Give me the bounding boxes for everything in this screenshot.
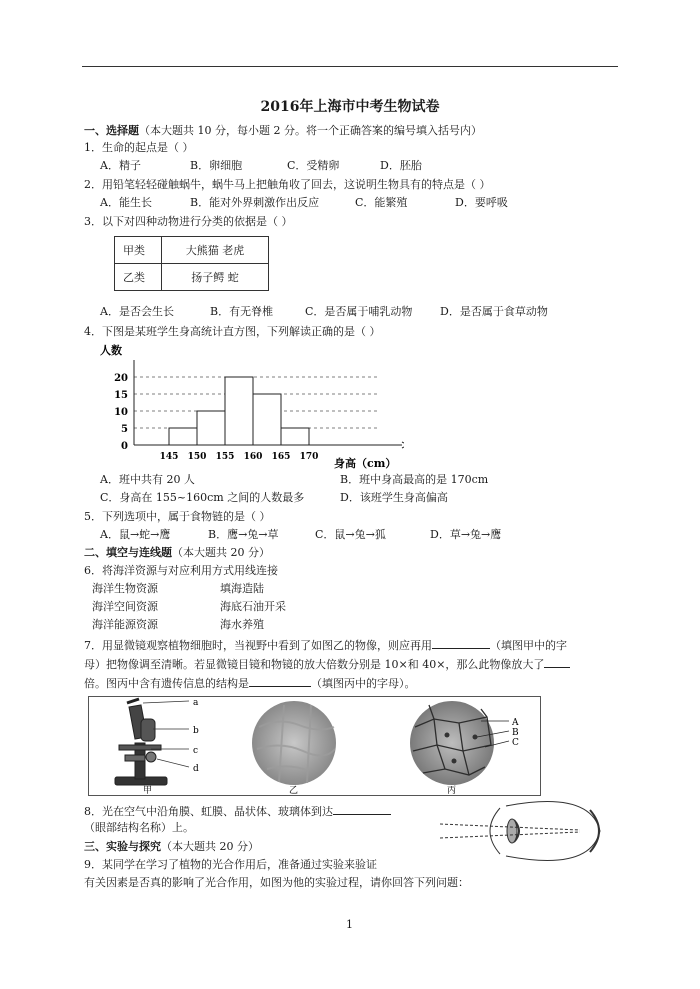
q6-left-item: 海洋生物资源 [92,582,158,595]
y-tick-label: 20 [114,373,128,384]
section-2-note: （本大题共 20 分） [172,546,270,559]
q9-line-1: 9．某同学在学习了植物的光合作用后，准备通过实验来验证 [84,858,377,871]
blurry-cell-view [252,701,336,785]
q2-stem: 2．用铅笔轻轻碰触蜗牛，蜗牛马上把触角收了回去，这说明生物具有的特点是（ ） [84,178,491,191]
q6-right-item: 海底石油开采 [220,600,286,613]
q7-text: 7．用显微镜观察植物细胞时，当视野中看到了如图乙的物像，则应再用 [84,639,432,652]
x-axis-arrow [402,442,404,448]
q7-line-1 [84,637,567,653]
answer-blank[interactable] [432,637,490,649]
q2-option-d: D．要呼吸 [455,196,508,209]
x-tick-label: 155 [215,452,235,462]
section-2-label: 二、填空与连线题 [84,546,172,559]
q7-text: （填图丙中的字母）。 [311,677,416,690]
scope-label-a: a [193,698,199,708]
x-tick-label: 165 [271,452,291,462]
q3-option-d: D．是否属于食草动物 [440,305,548,318]
clear-cell-view [410,701,494,785]
q6-right-item: 填海造陆 [220,582,264,595]
table-cell: 乙类 [115,264,162,291]
table-row [115,264,269,291]
q7-line-2 [84,656,570,672]
q1-stem: 1．生命的起点是（ ） [84,141,194,154]
q8-text: 8．光在空气中沿角膜、虹膜、晶状体、玻璃体到达 [84,805,333,818]
microscope-icon [115,699,167,785]
q3-stem: 3．以下对四种动物进行分类的依据是（ ） [84,215,293,228]
cell-label-b: B [512,728,519,738]
scope-label-b: b [193,726,199,736]
page-title: 2016年上海市中考生物试卷 [260,99,440,115]
q1-option-d: D．胚胎 [380,159,422,172]
y-tick-label: 10 [114,407,128,418]
q2-option-c: C．能繁殖 [355,196,408,209]
eye-diagram [440,800,610,862]
cell-label-c: C [512,738,519,748]
section-3-note: （本大题共 20 分） [161,840,259,853]
answer-blank[interactable] [544,656,570,668]
table-cell: 扬子鳄 蛇 [162,264,269,291]
q2-option-a: A．能生长 [100,196,152,209]
q7-text: 倍。图丙中含有遗传信息的结构是 [84,677,249,690]
q5-option-d: D．草→兔→鹰 [430,528,502,541]
section-3-label: 三、实验与探究 [84,840,161,853]
q7-line-3 [84,675,416,691]
histogram-bar [197,411,225,445]
q1-option-c: C．受精卵 [287,159,340,172]
q6-left-item: 海洋空间资源 [92,600,158,613]
answer-blank[interactable] [249,675,311,687]
section-2-header [84,546,270,560]
answer-blank[interactable] [333,803,391,815]
q5-stem: 5．下列选项中，属于食物链的是（ ） [84,510,271,523]
q6-left-item: 海洋能源资源 [92,618,158,631]
page-number: 1 [346,918,353,931]
q4-option-d: D．该班学生身高偏高 [340,491,448,504]
histogram-bar [281,428,309,445]
q3-option-c: C．是否属于哺乳动物 [305,305,413,318]
q1-option-a: A．精子 [100,159,141,172]
microscope-figure [89,697,540,795]
x-tick-label: 150 [187,452,207,462]
y-tick-label: 5 [121,424,128,435]
q9-line-2: 有关因素是否真的影响了光合作用，如图为他的实验过程，请你回答下列问题： [84,876,469,889]
x-axis-label: 身高（cm） [334,457,397,470]
y-axis-label: 人数 [100,344,122,357]
section-1-note: （本大题共 10 分，每小题 2 分。将一个正确答案的编号填入括号内） [139,124,482,137]
section-1-header [84,124,482,138]
q6-right-item: 海水养殖 [220,618,264,631]
q4-option-a: A．班中共有 20 人 [100,473,195,486]
height-histogram [84,340,404,470]
q3-classification-table [114,236,269,291]
figure-label-jia: 甲 [143,786,153,795]
q4-option-c: C．身高在 155~160cm 之间的人数最多 [100,491,305,504]
q6-stem: 6．将海洋资源与对应利用方式用线连接 [84,564,278,577]
table-cell: 大熊猫 老虎 [162,237,269,264]
q8-line-2: （眼部结构名称）上。 [84,821,194,834]
q1-option-b: B．卵细胞 [190,159,243,172]
table-cell: 甲类 [115,237,162,264]
q4-stem: 4．下图是某班学生身高统计直方图，下列解读正确的是（ ） [84,325,381,338]
q3-option-a: A．是否会生长 [100,305,174,318]
x-tick-label: 170 [299,452,319,462]
q7-text: （填图甲中的字 [490,639,567,652]
section-1-label: 一、选择题 [84,124,139,137]
q5-option-b: B．鹰→兔→草 [208,528,279,541]
cell-label-a: A [512,718,519,728]
x-tick-label: 145 [159,452,179,462]
q2-option-b: B．能对外界刺激作出反应 [190,196,320,209]
histogram-bar [225,377,253,445]
figure-label-bing: 丙 [447,786,457,795]
q5-option-a: A．鼠→蛇→鹰 [100,528,171,541]
q7-text: 母）把物像调至清晰。若显微镜目镜和物镜的放大倍数分别是 10×和 40×，那么此物像放大了 [84,658,545,671]
scope-label-c: c [193,746,199,756]
histogram-bar [169,428,197,445]
y-tick-label: 0 [121,441,128,452]
q5-option-c: C．鼠→兔→狐 [315,528,386,541]
q4-option-b: B．班中身高最高的是 170cm [340,473,489,486]
section-3-header [84,840,259,854]
header-rule [82,66,618,67]
q3-option-b: B．有无脊椎 [210,305,274,318]
y-tick-label: 15 [114,390,128,401]
figure-label-yi: 乙 [289,786,299,795]
scope-label-d: d [193,764,199,774]
x-tick-label: 160 [243,452,263,462]
histogram-bar [253,394,281,445]
table-row [115,237,269,264]
q7-figure-box [88,696,541,796]
q8-line-1 [84,803,391,819]
